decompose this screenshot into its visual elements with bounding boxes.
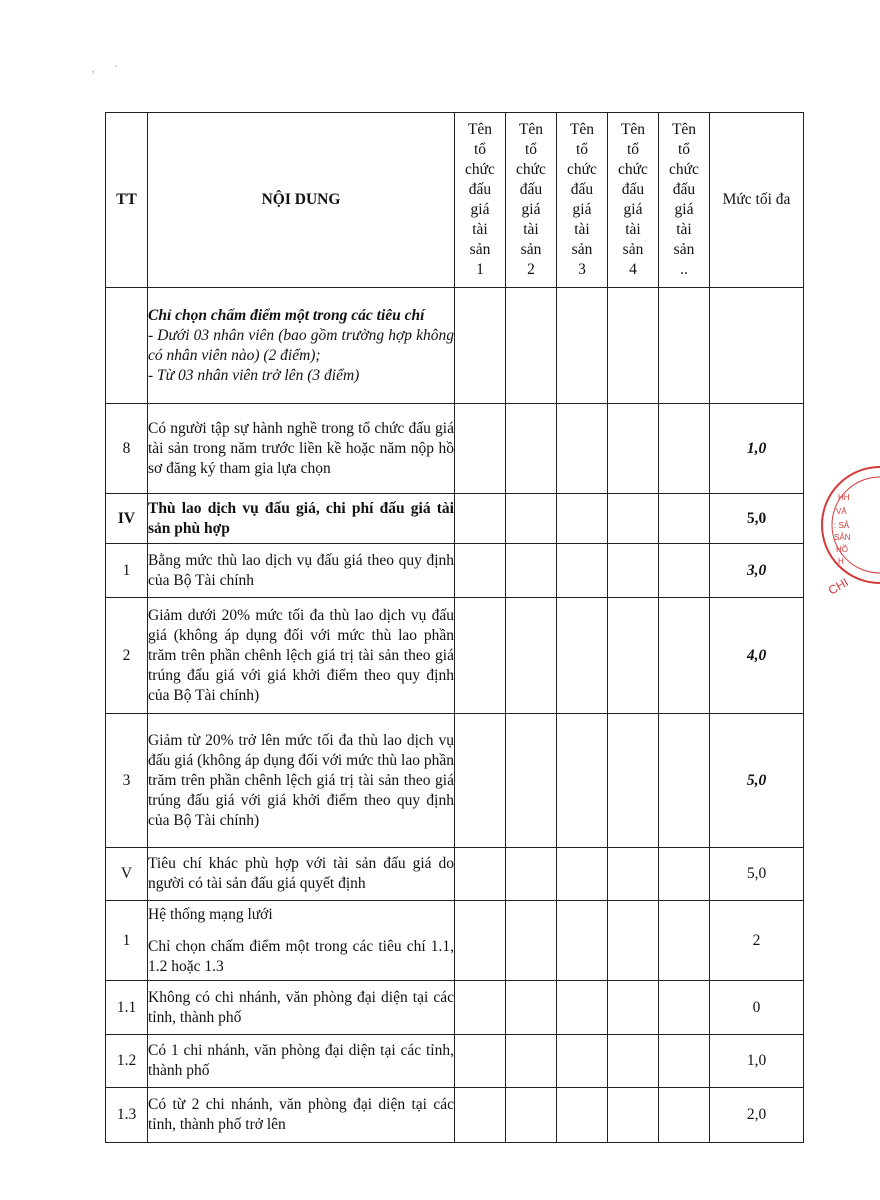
score-cell-org-4[interactable] <box>608 544 659 598</box>
score-cell-org-1[interactable] <box>455 1035 506 1088</box>
table-row <box>106 598 804 714</box>
score-cell-org-1[interactable] <box>455 901 506 981</box>
header-org-word: giá <box>521 201 541 218</box>
content-line: Tiêu chí khác phù hợp với tài sản đấu giá do người có tài sản đấu giá quyết định <box>148 855 454 892</box>
row-number: 1.1 <box>106 981 148 1035</box>
row-content <box>148 981 455 1035</box>
row-number: 2 <box>106 598 148 714</box>
header-org-word: sản <box>520 241 542 258</box>
header-org-word: sản <box>622 241 644 258</box>
header-org-5 <box>659 113 710 288</box>
row-content <box>148 901 455 981</box>
content-line: Có từ 2 chi nhánh, văn phòng đại diện tại các tỉnh, thành phố trở lên <box>148 1096 454 1133</box>
score-cell-org-4[interactable] <box>608 848 659 901</box>
svg-text:HỒ: HỒ <box>836 545 848 554</box>
content-line: - Dưới 03 nhân viên (bao gồm trường hợp không có nhân viên nào) (2 điểm); <box>148 326 454 364</box>
score-cell-org-2[interactable] <box>506 901 557 981</box>
scoring-table <box>105 112 804 1143</box>
header-org-word: 3 <box>578 261 586 278</box>
score-cell-org-5[interactable] <box>659 544 710 598</box>
header-org-word: giá <box>572 201 592 218</box>
table-row <box>106 1088 804 1143</box>
score-cell-org-2[interactable] <box>506 598 557 714</box>
max-score: 1,0 <box>710 1035 804 1088</box>
row-content <box>148 848 455 901</box>
max-score: 2 <box>710 901 804 981</box>
max-score: 5,0 <box>710 494 804 544</box>
score-cell-org-3[interactable] <box>557 981 608 1035</box>
score-cell-org-1[interactable] <box>455 981 506 1035</box>
header-org-word: Tên <box>518 121 544 138</box>
content-line: Có người tập sự hành nghề trong tổ chức đấu giá tài sản trong năm trước liền kề hoặc năm nộp hồ sơ đăng ký tham gia lựa chọn <box>148 419 454 477</box>
table-row <box>106 901 804 981</box>
score-cell-org-1[interactable] <box>455 494 506 544</box>
scan-mark: , <box>92 64 95 75</box>
header-org-word: chức <box>669 161 699 178</box>
svg-text:: SẢ: : SẢ <box>834 521 850 530</box>
row-content <box>148 1035 455 1088</box>
svg-text:HH: HH <box>838 493 850 502</box>
header-org-word: sản <box>469 241 491 258</box>
header-org-word: Tên <box>620 121 646 138</box>
header-org-word: tài <box>523 221 539 238</box>
table-body <box>106 288 804 1143</box>
score-cell-org-4[interactable] <box>608 1035 659 1088</box>
score-cell-org-4[interactable] <box>608 901 659 981</box>
max-score <box>710 288 804 404</box>
score-cell-org-2[interactable] <box>506 404 557 494</box>
table-row <box>106 288 804 404</box>
header-org-word: tổ <box>473 141 487 158</box>
header-org-word: Tên <box>671 121 697 138</box>
score-cell-org-2[interactable] <box>506 288 557 404</box>
score-cell-org-4[interactable] <box>608 714 659 848</box>
header-org-word: .. <box>680 261 688 278</box>
score-cell-org-3[interactable] <box>557 598 608 714</box>
score-cell-org-4[interactable] <box>608 598 659 714</box>
header-org-word: 1 <box>476 261 484 278</box>
score-cell-org-3[interactable] <box>557 288 608 404</box>
score-cell-org-2[interactable] <box>506 981 557 1035</box>
score-cell-org-1[interactable] <box>455 1088 506 1143</box>
content-line: Hệ thống mạng lưới <box>148 905 273 923</box>
score-cell-org-4[interactable] <box>608 494 659 544</box>
row-number: IV <box>106 494 148 544</box>
header-org-word: tài <box>472 221 488 238</box>
header-org-word: chức <box>516 161 546 178</box>
score-cell-org-4[interactable] <box>608 288 659 404</box>
row-content <box>148 714 455 848</box>
score-cell-org-3[interactable] <box>557 1035 608 1088</box>
max-score: 2,0 <box>710 1088 804 1143</box>
svg-text:CHI: CHI <box>825 575 851 598</box>
content-line: Có 1 chi nhánh, văn phòng đại diện tại các tỉnh, thành phố <box>148 1042 454 1079</box>
score-cell-org-3[interactable] <box>557 1088 608 1143</box>
page-scan-marks <box>92 64 135 75</box>
header-org-word: tài <box>625 221 641 238</box>
row-content <box>148 494 455 544</box>
header-org-word: tổ <box>524 141 538 158</box>
score-cell-org-1[interactable] <box>455 288 506 404</box>
score-cell-org-2[interactable] <box>506 1035 557 1088</box>
row-number: 1 <box>106 901 148 981</box>
max-score: 1,0 <box>710 404 804 494</box>
score-cell-org-1[interactable] <box>455 848 506 901</box>
score-cell-org-2[interactable] <box>506 848 557 901</box>
score-cell-org-5[interactable] <box>659 598 710 714</box>
max-score: 5,0 <box>710 848 804 901</box>
header-org-word: đấu <box>672 181 696 198</box>
svg-text:H: H <box>838 557 844 566</box>
max-score: 0 <box>710 981 804 1035</box>
max-score: 5,0 <box>710 714 804 848</box>
table-row <box>106 544 804 598</box>
content-line: Không có chi nhánh, văn phòng đại diện tại các tỉnh, thành phố <box>148 988 454 1026</box>
row-content <box>148 544 455 598</box>
content-line: Giảm từ 20% trở lên mức tối đa thù lao dịch vụ đấu giá (không áp dụng đối với mức thù lao phần trăm trên phần chênh lệch giá trị tài sản theo giá trúng đấu giá với giá khởi điểm theo quy định của Bộ Tài chính) <box>148 731 454 829</box>
header-org-word: tổ <box>626 141 640 158</box>
header-content: NỘI DUNG <box>148 113 455 288</box>
score-cell-org-5[interactable] <box>659 288 710 404</box>
header-org-word: chức <box>567 161 597 178</box>
header-org-word: tài <box>574 221 590 238</box>
score-cell-org-1[interactable] <box>455 544 506 598</box>
max-score: 4,0 <box>710 598 804 714</box>
header-org-word: Tên <box>569 121 595 138</box>
row-number <box>106 288 148 404</box>
row-number: V <box>106 848 148 901</box>
score-cell-org-4[interactable] <box>608 404 659 494</box>
row-number: 1 <box>106 544 148 598</box>
header-org-4 <box>608 113 659 288</box>
header-org-3 <box>557 113 608 288</box>
score-cell-org-5[interactable] <box>659 848 710 901</box>
header-org-word: chức <box>465 161 495 178</box>
header-org-word: đấu <box>621 181 645 198</box>
table-row <box>106 1035 804 1088</box>
score-cell-org-5[interactable] <box>659 981 710 1035</box>
header-org-word: giá <box>623 201 643 218</box>
content-line: Thù lao dịch vụ đấu giá, chi phí đấu giá tài sản phù hợp <box>148 499 454 537</box>
header-org-word: sản <box>673 241 695 258</box>
row-number: 1.2 <box>106 1035 148 1088</box>
score-cell-org-1[interactable] <box>455 714 506 848</box>
row-number: 3 <box>106 714 148 848</box>
header-org-word: đấu <box>519 181 543 198</box>
content-line: Chỉ chọn chấm điểm một trong các tiêu chí 1.1, 1.2 hoặc 1.3 <box>148 937 454 975</box>
svg-text:SẢN: SẢN <box>834 533 851 542</box>
header-org-word: đấu <box>468 181 492 198</box>
scan-mark: ' <box>115 64 117 75</box>
score-cell-org-5[interactable] <box>659 404 710 494</box>
score-cell-org-1[interactable] <box>455 598 506 714</box>
score-cell-org-5[interactable] <box>659 1035 710 1088</box>
header-max: Mức tối đa <box>710 113 804 288</box>
header-org-word: 2 <box>527 261 535 278</box>
row-content <box>148 288 455 404</box>
table-row <box>106 404 804 494</box>
header-org-2 <box>506 113 557 288</box>
content-line: Chỉ chọn chấm điểm một trong các tiêu chí <box>148 306 425 324</box>
score-cell-org-3[interactable] <box>557 848 608 901</box>
header-org-word: đấu <box>570 181 594 198</box>
svg-text:VĂ: VĂ <box>836 507 847 516</box>
score-cell-org-5[interactable] <box>659 494 710 544</box>
header-org-word: chức <box>618 161 648 178</box>
score-cell-org-2[interactable] <box>506 714 557 848</box>
header-org-word: sản <box>571 241 593 258</box>
score-cell-org-2[interactable] <box>506 494 557 544</box>
table-header-row <box>106 113 804 288</box>
max-score: 3,0 <box>710 544 804 598</box>
row-content <box>148 598 455 714</box>
content-line: - Từ 03 nhân viên trở lên (3 điểm) <box>148 366 360 384</box>
score-cell-org-5[interactable] <box>659 714 710 848</box>
table-row <box>106 848 804 901</box>
header-org-word: tổ <box>677 141 691 158</box>
score-cell-org-5[interactable] <box>659 1088 710 1143</box>
table-row <box>106 494 804 544</box>
score-cell-org-3[interactable] <box>557 714 608 848</box>
score-cell-org-3[interactable] <box>557 544 608 598</box>
header-org-word: Tên <box>467 121 493 138</box>
score-cell-org-4[interactable] <box>608 1088 659 1143</box>
score-cell-org-2[interactable] <box>506 1088 557 1143</box>
header-org-1 <box>455 113 506 288</box>
header-org-word: giá <box>674 201 694 218</box>
row-content <box>148 404 455 494</box>
score-cell-org-1[interactable] <box>455 404 506 494</box>
header-org-word: tài <box>676 221 692 238</box>
score-cell-org-3[interactable] <box>557 404 608 494</box>
row-number: 1.3 <box>106 1088 148 1143</box>
header-org-word: tổ <box>575 141 589 158</box>
red-stamp <box>820 440 880 610</box>
table-row <box>106 714 804 848</box>
row-content <box>148 1088 455 1143</box>
score-cell-org-2[interactable] <box>506 544 557 598</box>
score-cell-org-4[interactable] <box>608 981 659 1035</box>
header-org-word: 4 <box>629 261 637 278</box>
score-cell-org-3[interactable] <box>557 901 608 981</box>
row-number: 8 <box>106 404 148 494</box>
score-cell-org-3[interactable] <box>557 494 608 544</box>
table-row <box>106 981 804 1035</box>
score-cell-org-5[interactable] <box>659 901 710 981</box>
content-line: Bằng mức thù lao dịch vụ đấu giá theo quy định của Bộ Tài chính <box>148 551 454 589</box>
header-tt: TT <box>106 113 148 288</box>
content-line: Giảm dưới 20% mức tối đa thù lao dịch vụ đấu giá (không áp dụng đối với mức thù lao phần trăm trên phần chênh lệch giá trị tài sản theo giá trúng đấu giá với giá khởi điểm theo quy định của Bộ Tài chính) <box>148 606 454 704</box>
header-org-word: giá <box>470 201 490 218</box>
